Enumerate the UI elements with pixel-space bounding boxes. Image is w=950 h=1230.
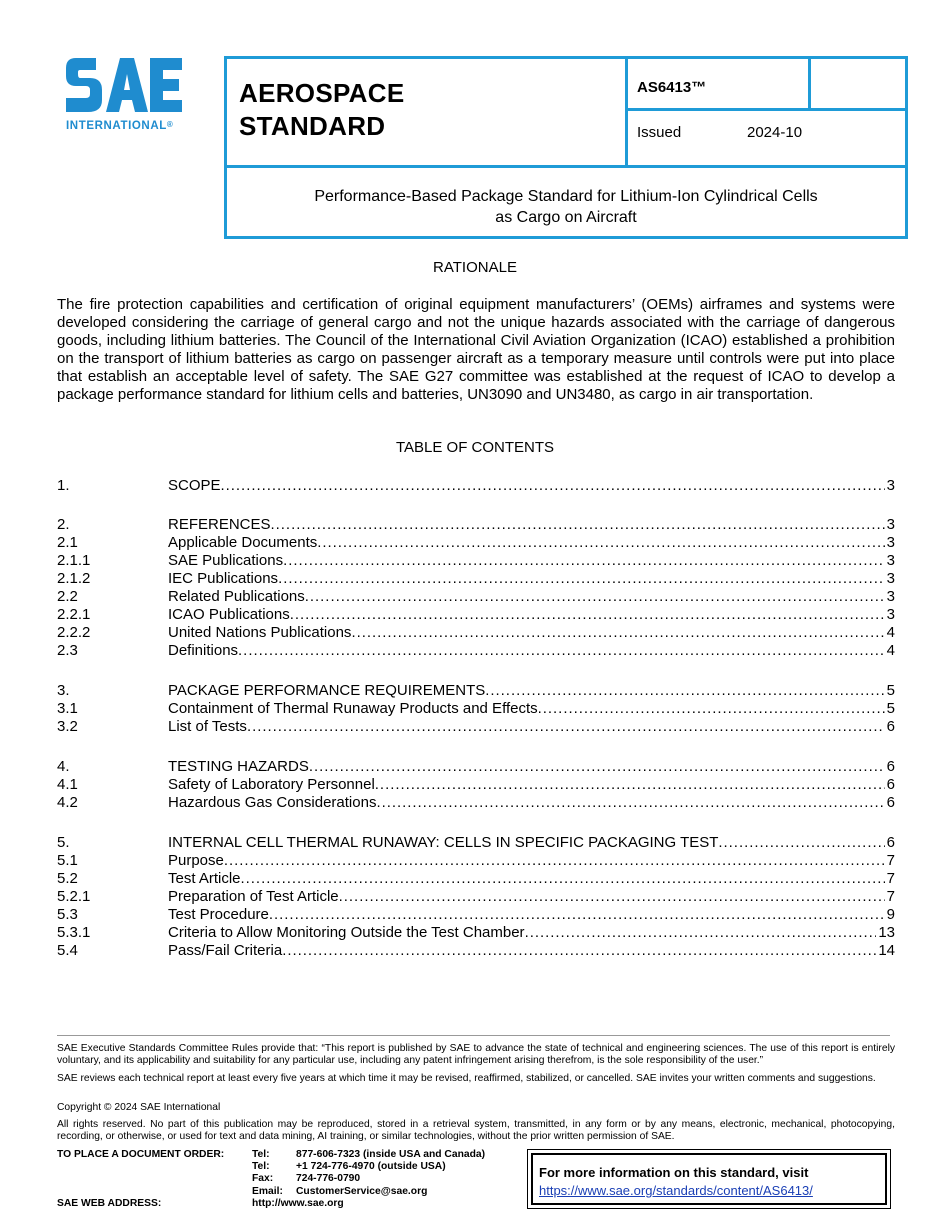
toc-entry-title: Test Article (168, 870, 241, 887)
toc-entry-page: 14 (878, 942, 895, 959)
toc-entry[interactable] (57, 477, 895, 495)
toc-entry-number: 3. (57, 682, 70, 699)
toc-entry-page: 3 (886, 552, 895, 569)
toc-entry-number: 2.3 (57, 642, 78, 659)
toc-entry-page: 3 (886, 477, 895, 494)
toc-leader-dots (309, 758, 885, 776)
toc-entry-number: 4.2 (57, 794, 78, 811)
toc-entry-number: 1. (57, 477, 70, 494)
rationale-text: The fire protection capabilities and certification of original equipment manufacturers’ (OEMs) airframes and systems were developed considering the carriage of general cargo and not the unique hazards associated with the carriage of dangerous goods, including lithium batteries. The Council of the International Civil Aviation Organization (ICAO) established a prohibition on the transport of lithium batteries as cargo on passenger aircraft as a temporary measure until controls were put into place that establish an acceptable level of safety. The SAE G27 committee was established at the request of ICAO to develop a package performance standard for lithium cells and batteries, UN3090 and UN3480, as cargo in air transportation. (57, 296, 895, 403)
toc-entry[interactable] (57, 552, 895, 570)
toc-entry-number: 5.2.1 (57, 888, 91, 905)
footer-rules-text: SAE Executive Standards Committee Rules provide that: “This report is published by SAE to advance the state of technical and engineering sciences. The use of this report is entirely voluntary, and its applicability and suitability for any particular use, including any patent infringement arising therefrom, is the sole responsibility of the user.” (57, 1043, 895, 1066)
toc-entry[interactable] (57, 516, 895, 534)
toc-entry-title: Preparation of Test Article (168, 888, 339, 905)
fax-number: 724-776-0790 (296, 1173, 361, 1184)
toc-entry-page: 6 (886, 718, 895, 735)
issued-date: 2024-10 (747, 124, 803, 141)
toc-entry-number: 3.1 (57, 700, 78, 717)
toc-entry-title: IEC Publications (168, 570, 279, 587)
tel-label-2: Tel: (252, 1161, 270, 1172)
toc-entry-number: 5.3.1 (57, 924, 91, 941)
toc-entry-number: 4. (57, 758, 70, 775)
toc-entry[interactable] (57, 852, 895, 870)
tel-number-usa: 877-606-7323 (inside USA and Canada) (296, 1149, 486, 1160)
toc-entry[interactable] (57, 906, 895, 924)
toc-entry-number: 4.1 (57, 776, 78, 793)
toc-leader-dots (238, 642, 885, 660)
toc-entry-page: 3 (886, 570, 895, 587)
order-label: TO PLACE A DOCUMENT ORDER: (57, 1149, 225, 1160)
toc-entry-number: 5.4 (57, 942, 78, 959)
toc-leader-dots (290, 606, 885, 624)
toc-entry-title: Pass/Fail Criteria (168, 942, 283, 959)
tel-label: Tel: (252, 1149, 270, 1160)
email-label: Email: (252, 1186, 283, 1197)
toc-leader-dots (269, 906, 885, 924)
toc-entry[interactable] (57, 794, 895, 812)
toc-entry-page: 7 (886, 888, 895, 905)
toc-leader-dots (485, 682, 884, 700)
toc-leader-dots (718, 834, 884, 852)
toc-leader-dots (221, 477, 885, 495)
toc-leader-dots (375, 776, 885, 794)
document-number: AS6413™ (637, 79, 707, 96)
toc-entry-page: 7 (886, 870, 895, 887)
toc-heading: TABLE OF CONTENTS (395, 439, 555, 456)
toc-entry-page: 3 (886, 516, 895, 533)
toc-leader-dots (305, 588, 885, 606)
toc-entry-number: 5.1 (57, 852, 78, 869)
toc-entry[interactable] (57, 758, 895, 776)
toc-entry-page: 6 (886, 758, 895, 775)
toc-entry[interactable] (57, 924, 895, 942)
toc-leader-dots (278, 570, 885, 588)
sae-logo (62, 54, 192, 139)
toc-entry-page: 5 (886, 682, 895, 699)
toc-entry-title: Hazardous Gas Considerations (168, 794, 377, 811)
toc-entry-title: Containment of Thermal Runaway Products and Effects (168, 700, 538, 717)
toc-entry-page: 6 (886, 834, 895, 851)
toc-entry[interactable] (57, 570, 895, 588)
toc-entry-page: 3 (886, 606, 895, 623)
email-address[interactable]: CustomerService@sae.org (296, 1186, 428, 1197)
toc-entry-page: 3 (886, 588, 895, 605)
toc-entry[interactable] (57, 642, 895, 660)
standard-info-link[interactable]: https://www.sae.org/standards/content/AS6413/ (539, 1183, 813, 1198)
toc-entry-number: 5.2 (57, 870, 78, 887)
web-address[interactable]: http://www.sae.org (252, 1198, 344, 1209)
toc-entry-page: 5 (886, 700, 895, 717)
toc-entry-page: 7 (886, 852, 895, 869)
toc-entry-number: 2.2 (57, 588, 78, 605)
toc-entry[interactable] (57, 834, 895, 852)
toc-entry[interactable] (57, 588, 895, 606)
toc-entry-title: TESTING HAZARDS (168, 758, 309, 775)
document-type-title: AEROSPACE STANDARD (239, 78, 405, 141)
toc-entry[interactable] (57, 534, 895, 552)
toc-entry-number: 2.2.2 (57, 624, 91, 641)
toc-entry-page: 6 (886, 776, 895, 793)
toc-entry-page: 13 (878, 924, 895, 941)
toc-entry-title: INTERNAL CELL THERMAL RUNAWAY: CELLS IN SPECIFIC PACKAGING TEST (168, 834, 719, 851)
web-address-label: SAE WEB ADDRESS: (57, 1198, 162, 1209)
toc-entry-number: 3.2 (57, 718, 78, 735)
toc-entry-number: 2.1 (57, 534, 78, 551)
toc-leader-dots (525, 924, 877, 942)
footer-divider (57, 1035, 890, 1036)
toc-entry-number: 5. (57, 834, 70, 851)
toc-entry[interactable] (57, 942, 895, 960)
footer-copyright: Copyright © 2024 SAE International (57, 1102, 221, 1113)
toc-entry-number: 2.1.2 (57, 570, 91, 587)
toc-entry-title: Applicable Documents (168, 534, 318, 551)
toc-entry-title: REFERENCES (168, 516, 271, 533)
document-title: Performance-Based Package Standard for Lithium-Ion Cylindrical Cells as Cargo on Aircraft (314, 188, 818, 226)
toc-entry-title: List of Tests (168, 718, 247, 735)
footer-review-text: SAE reviews each technical report at least every five years at which time it may be revised, reaffirmed, stabilized, or cancelled. SAE invites your written comments and suggestions. (57, 1073, 876, 1084)
toc-entry-title: United Nations Publications (168, 624, 352, 641)
toc-entry-number: 2.1.1 (57, 552, 91, 569)
toc-entry[interactable] (57, 888, 895, 906)
more-info-title: For more information on this standard, visit (539, 1165, 809, 1180)
fax-label: Fax: (252, 1173, 274, 1184)
issued-label: Issued (637, 124, 682, 141)
toc-leader-dots (241, 870, 885, 888)
toc-leader-dots (271, 516, 885, 534)
toc-leader-dots (283, 552, 885, 570)
toc-entry-number: 5.3 (57, 906, 78, 923)
toc-entry-page: 4 (886, 642, 895, 659)
sae-logo-mark (62, 54, 187, 116)
toc-entry-title: SAE Publications (168, 552, 284, 569)
toc-entry[interactable] (57, 718, 895, 736)
toc-leader-dots (247, 718, 885, 736)
toc-entry[interactable] (57, 682, 895, 700)
toc-entry-title: SCOPE (168, 477, 221, 494)
rationale-heading: RATIONALE (433, 259, 517, 276)
toc-entry-title: Related Publications (168, 588, 305, 605)
toc-entry[interactable] (57, 776, 895, 794)
toc-leader-dots (339, 888, 885, 906)
toc-entry-title: ICAO Publications (168, 606, 290, 623)
toc-leader-dots (282, 942, 876, 960)
toc-entry[interactable] (57, 700, 895, 718)
toc-entry-page: 9 (886, 906, 895, 923)
toc-entry-page: 3 (886, 534, 895, 551)
toc-leader-dots (538, 700, 885, 718)
more-info-box (527, 1149, 891, 1209)
toc-entry[interactable] (57, 606, 895, 624)
toc-entry-title: Safety of Laboratory Personnel (168, 776, 375, 793)
toc-entry-title: Test Procedure (168, 906, 269, 923)
toc-entry-title: Definitions (168, 642, 239, 659)
toc-leader-dots (351, 624, 884, 642)
toc-entry[interactable] (57, 870, 895, 888)
standard-header-box (224, 56, 908, 239)
toc-entry-title: Purpose (168, 852, 224, 869)
tel-number-intl: +1 724-776-4970 (outside USA) (296, 1161, 446, 1172)
footer-rights-text: All rights reserved. No part of this publication may be reproduced, stored in a retrieval system, transmitted, in any form or by any means, electronic, mechanical, photocopying, recording, or otherwise, or used for text and data mining, AI training, or similar technologies, without the prior written permission of SAE. (57, 1119, 895, 1142)
toc-entry-number: 2. (57, 516, 70, 533)
toc-entry-page: 6 (886, 794, 895, 811)
toc-entry[interactable] (57, 624, 895, 642)
toc-entry-page: 4 (886, 624, 895, 641)
toc-leader-dots (224, 852, 885, 870)
toc-entry-title: Criteria to Allow Monitoring Outside the Test Chamber (168, 924, 525, 941)
toc-leader-dots (376, 794, 884, 812)
toc-leader-dots (317, 534, 884, 552)
logo-subtitle: INTERNATIONAL® (66, 120, 174, 132)
toc-entry-title: PACKAGE PERFORMANCE REQUIREMENTS (168, 682, 486, 699)
toc-entry-number: 2.2.1 (57, 606, 91, 623)
